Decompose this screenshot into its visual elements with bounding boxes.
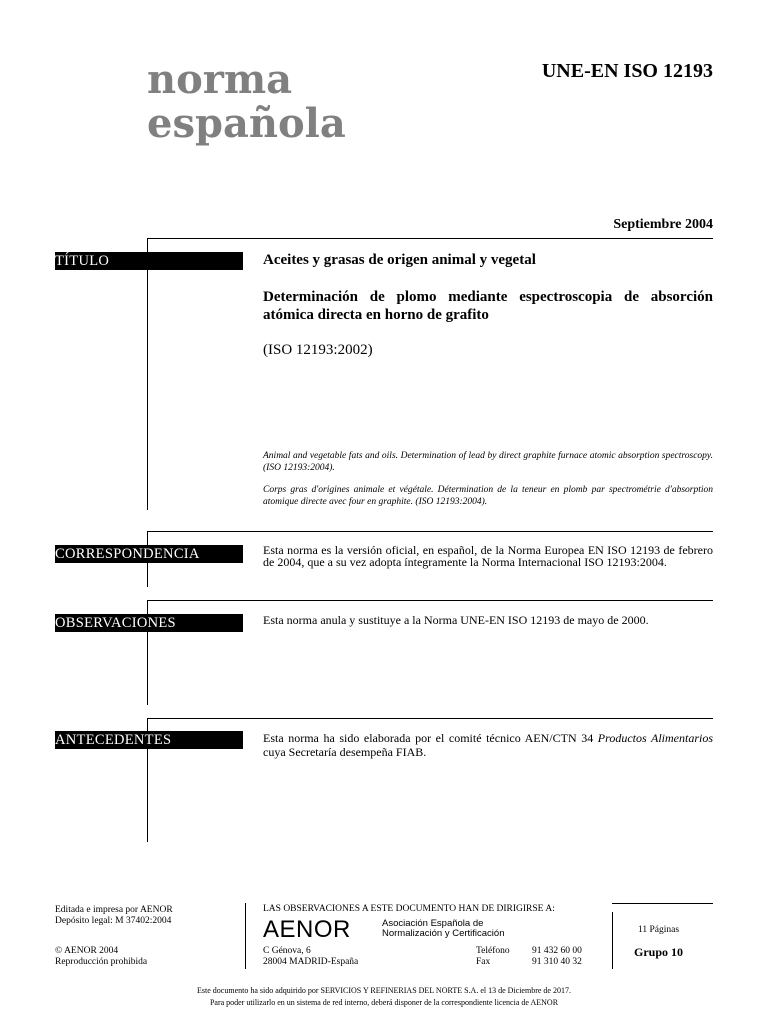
brand-line-2: española [147, 100, 346, 147]
observations-notice: LAS OBSERVACIONES A ESTE DOCUMENTO HAN DE DIRIGIRSE A: [263, 904, 555, 914]
divider-antecedentes [147, 718, 713, 719]
group-number: Grupo 10 [634, 945, 684, 959]
vline-titulo [147, 238, 148, 510]
divider-observaciones [147, 600, 713, 601]
aenor-logo: AENOR [263, 916, 351, 943]
contact-labels: Teléfono Fax [476, 946, 510, 967]
address: C Génova, 6 28004 MADRID-España [263, 946, 359, 967]
title-main: Aceites y grasas de origen animal y vegetal [263, 252, 536, 268]
footer-pages-topline [612, 903, 713, 904]
title-french: Corps gras d'origines animale et végétale. Détermination de la teneur en plomb par spectrométrie d'absorption atomique directe avec four en graphite. (ISO 12193:2004). [263, 485, 713, 507]
publication-date: Septiembre 2004 [613, 217, 713, 232]
footer-divider-left [245, 903, 246, 969]
edition-info: Editada e impresa por AENOR Depósito legal: M 37402:2004 [55, 905, 173, 926]
title-iso-reference: (ISO 12193:2002) [263, 342, 373, 358]
copyright-info: © AENOR 2004 Reproducción prohibida [55, 946, 148, 967]
label-correspondencia: CORRESPONDENCIA [37, 545, 243, 563]
divider-titulo [147, 238, 713, 239]
correspondencia-text: Esta norma es la versión oficial, en español, de la Norma Europea EN ISO 12193 de febrero de 2004, que a su vez adopta íntegramente la Norma Internacional ISO 12193:2004. [263, 543, 713, 569]
brand-line-1: norma [147, 56, 293, 103]
standard-code: UNE-EN ISO 12193 [541, 60, 713, 82]
contact-values [532, 946, 582, 968]
organization-name: Asociación Española de Normalización y Certificación [382, 918, 505, 939]
title-english: Animal and vegetable fats and oils. Determination of lead by direct graphite furnace atomic absorption spectroscopy. (ISO 12193:2004). [263, 451, 713, 473]
antecedentes-text: Esta norma ha sido elaborada por el comité técnico AEN/CTN 34 Productos Alimentarios cuya Secretaría desempeña FIAB. [263, 731, 713, 759]
label-observaciones: OBSERVACIONES [37, 614, 243, 632]
divider-correspondencia [147, 531, 713, 532]
phone-number: 91 432 60 00 [532, 946, 582, 956]
brand-title [147, 58, 346, 146]
footer-divider-right [612, 912, 613, 969]
title-subtitle: Determinación de plomo mediante espectroscopia de absorción atómica directa en horno de grafito [263, 289, 713, 323]
license-notice: Este documento ha sido adquirido por SERVICIOS Y REFINERIAS DEL NORTE S.A. el 13 de Diciembre de 2017. Para poder utilizarlo en un sistema de red interno, deberá disponer de la correspondiente licencia de AENOR [197, 986, 571, 1007]
label-antecedentes: ANTECEDENTES [37, 731, 243, 749]
page-count: 11 Páginas [638, 925, 680, 935]
label-titulo: TÍTULO [37, 252, 243, 270]
observaciones-text: Esta norma anula y sustituye a la Norma UNE-EN ISO 12193 de mayo de 2000. [263, 613, 649, 627]
fax-number: 91 310 40 32 [532, 957, 582, 967]
